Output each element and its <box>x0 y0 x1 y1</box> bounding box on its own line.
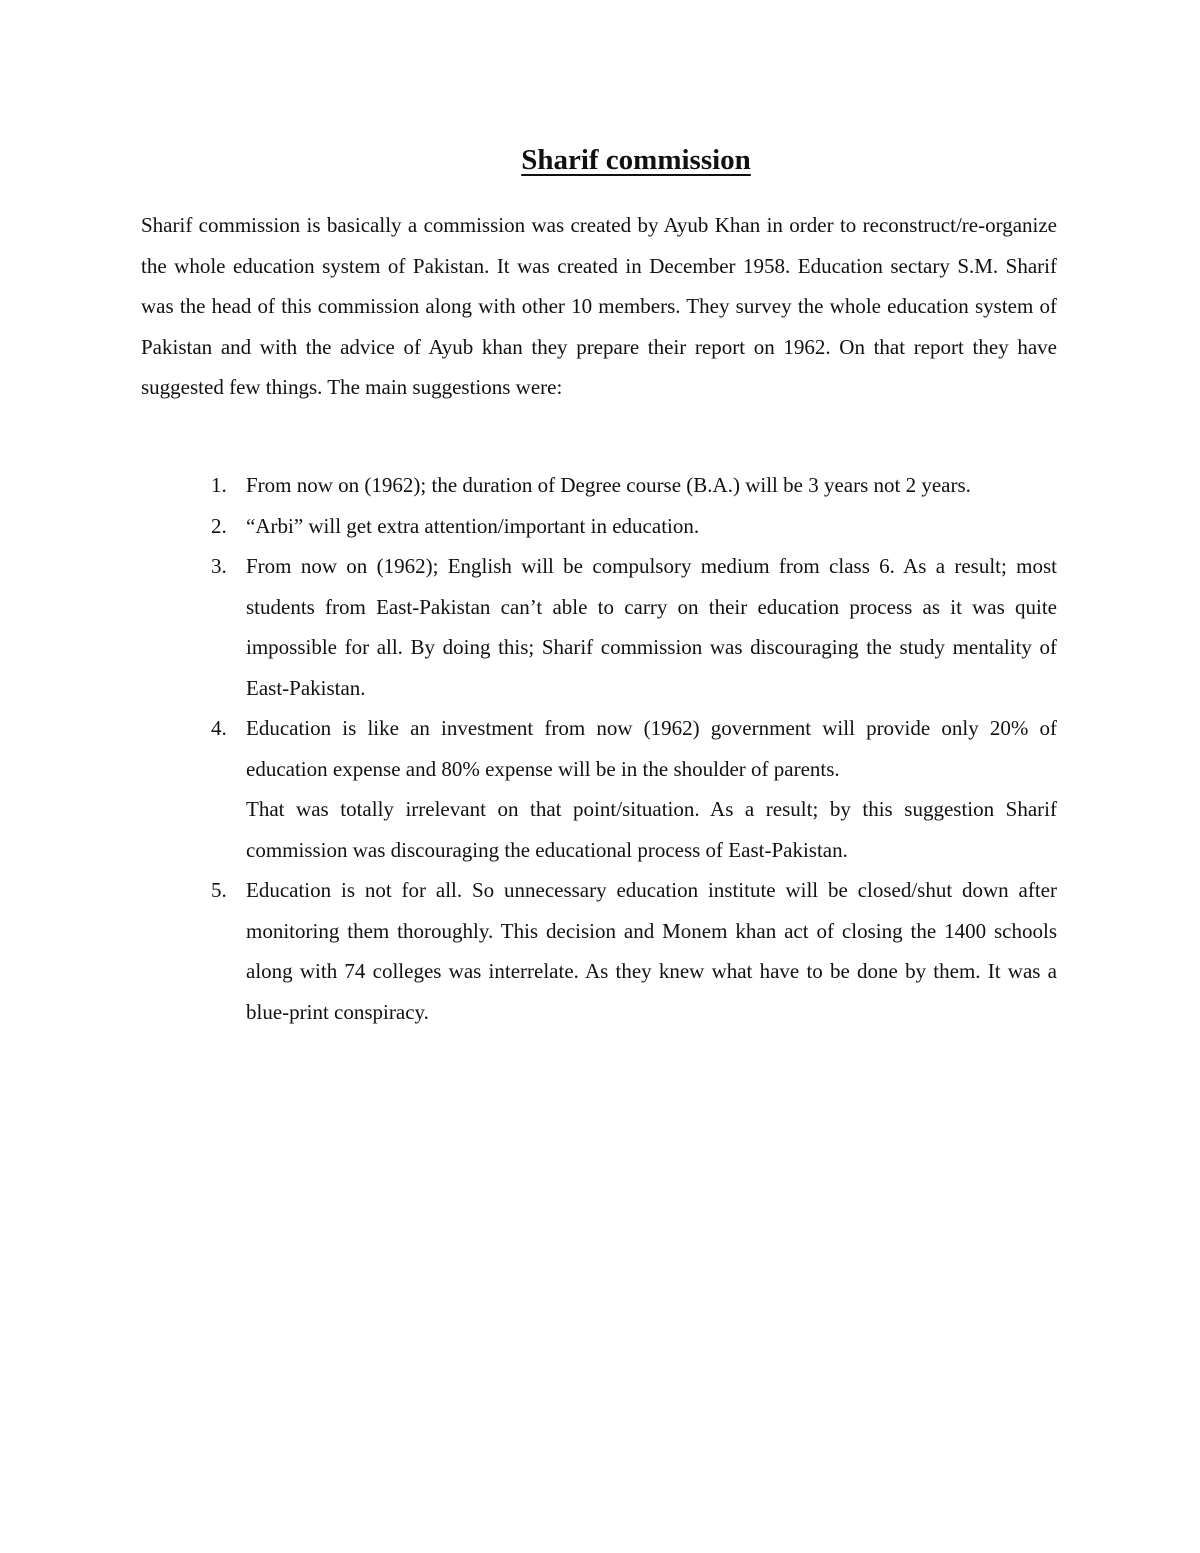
list-item <box>141 506 1057 547</box>
list-item-number: 2. <box>211 513 227 538</box>
list-item-text: Education is like an investment from now (1962) government will provide only 20% of education expense and 80% expense will be in the shoulder of parents. <box>246 716 1057 781</box>
page-title: Sharif commission <box>521 144 751 176</box>
list-item-number: 1. <box>211 473 227 497</box>
list-item-number: 5. <box>211 878 227 902</box>
intro-paragraph: Sharif commission is basically a commission was created by Ayub Khan in order to reconstruct/re-organize the whole education system of Pakistan. It was created in December 1958. Education sectary S.M. Sharif was the head of this commission along with other 10 members. They survey the whole education system of Pakistan and with the advice of Ayub khan they prepare their report on 1962. On that report they have suggested few things. The main suggestions were: <box>141 213 1057 399</box>
list-item-text: Education is not for all. So unnecessary education institute will be closed/shut down after monitoring them thoroughly. This decision and Monem khan act of closing the 1400 schools along with 74 colleges was interrelate. As they knew what have to be done by them. It was a blue-print conspiracy. <box>246 878 1057 1024</box>
list-item-number: 3. <box>211 554 227 578</box>
list-item-continuation: That was totally irrelevant on that point/situation. As a result; by this suggestion Sharif commission was discouraging the educational process of East-Pakistan. <box>246 797 1057 862</box>
list-item <box>141 465 1057 506</box>
list-item <box>141 870 1057 1032</box>
list-item-text: “Arbi” will get extra attention/important in education. <box>246 513 700 538</box>
suggestions-list <box>141 465 1057 1032</box>
list-item-text: From now on (1962); English will be compulsory medium from class 6. As a result; most students from East-Pakistan can’t able to carry on their education process as it was quite impossible for all. By doing this; Sharif commission was discouraging the study mentality of East-Pakistan. <box>246 554 1057 700</box>
list-item-number: 4. <box>211 716 227 740</box>
list-item <box>141 546 1057 708</box>
list-item <box>141 708 1057 870</box>
list-item-text: From now on (1962); the duration of Degree course (B.A.) will be 3 years not 2 years. <box>246 473 971 497</box>
